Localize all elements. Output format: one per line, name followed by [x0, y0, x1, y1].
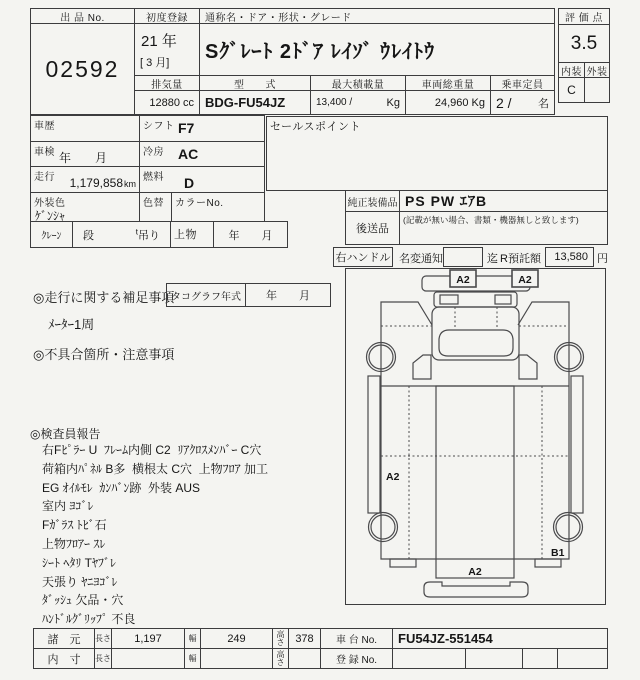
gvw-value: 24,960 Kg: [405, 90, 491, 115]
payload-unit: Kg: [386, 96, 400, 109]
spec-length-label: [94, 628, 112, 649]
later-items-label-text: 後送品: [356, 223, 389, 235]
capacity-unit: 名: [538, 97, 549, 110]
registration-cell-1: [392, 648, 466, 669]
inner-length-value: [111, 648, 185, 669]
spec-height-value: [288, 628, 321, 649]
cooling-cell: [139, 141, 265, 167]
rear-right-wheel: [554, 513, 583, 542]
later-items-note-cell: [399, 211, 608, 245]
lot-number: 02592: [30, 23, 135, 115]
spec-row-label-text: 諸 元: [47, 633, 81, 646]
spec-width-value: [200, 628, 273, 649]
windshield: [439, 330, 513, 356]
mileage-cell: [30, 166, 140, 193]
name-change-date-box: [443, 247, 483, 267]
inner-width-label-text: 幅: [188, 654, 197, 663]
displacement-value: 12880 cc: [134, 90, 200, 115]
body-color-value: ｹﾞﾝｼｬ: [35, 209, 66, 223]
crane-dan-label: 段: [83, 229, 94, 242]
truck-top-view-diagram: [346, 269, 605, 604]
damage-code-bottom: A2: [468, 566, 482, 578]
payload-header: 最大積載量: [310, 75, 406, 91]
registration-cell-3: [522, 648, 558, 669]
inner-length-label-text: 長さ: [95, 653, 111, 663]
chassis-no-label-text: 車 台 No.: [335, 635, 378, 646]
body-color-label: 外装色: [34, 198, 66, 209]
tachograph-date: 年 月: [266, 290, 310, 302]
capacity-value: [490, 90, 555, 115]
right-side-guard: [571, 376, 583, 513]
color-no-cell: [171, 192, 265, 222]
body-unit-date: 年 月: [228, 229, 273, 242]
rear-bumper: [424, 582, 528, 597]
report-line: Fｶﾞﾗｽ ﾄﾋﾞ石: [42, 518, 107, 533]
later-items-note: (記載が無い場合、書類・機器無しと致します): [403, 215, 579, 225]
inspector-report-header: ◎検査員報告: [30, 427, 101, 441]
report-line: EG ｵｲﾙﾓﾚ ｶﾝﾊﾞﾝ跡 外装 AUS: [42, 480, 201, 495]
shift-cell: [139, 115, 265, 142]
report-line: 荷箱内ﾊﾟﾈﾙ B多 横根太 C穴 上物ﾌﾛｱ 加工: [42, 461, 269, 476]
cargo-box: [436, 386, 514, 578]
cab-window-left: [440, 295, 458, 304]
registration-cell-2: [465, 648, 523, 669]
inner-height-label-text: 高さ: [276, 649, 285, 667]
inner-width-label: [184, 648, 201, 669]
fuel-value: D: [184, 175, 195, 191]
exterior-grade-header: 外装: [584, 62, 610, 78]
name-change-until-label: 迄: [487, 253, 498, 265]
spec-row-label: [33, 628, 95, 649]
registration-no-label-text: 登 録 No.: [335, 655, 378, 666]
mileage-unit: km: [124, 179, 136, 189]
crane-cell: [30, 221, 73, 248]
interior-grade: C: [558, 77, 585, 103]
inner-dim-label: [33, 648, 95, 669]
damage-code-top-left: A2: [456, 274, 470, 286]
inner-length-label: [94, 648, 112, 669]
capacity-amount: 2 /: [496, 94, 512, 111]
fuel-label: 燃料: [143, 172, 164, 183]
spec-width-text: 249: [227, 632, 246, 645]
inner-height-value: [288, 648, 321, 669]
rear-left-wheel: [369, 513, 398, 542]
lot-number-header: 出 品 No.: [30, 8, 135, 24]
defect-notes-header: ◎不具合箇所・注意事項: [33, 347, 175, 362]
sales-point-box: [266, 116, 608, 191]
fuel-cell: [139, 166, 265, 193]
model-code-header: 型 式: [199, 75, 311, 91]
vehicle-name: Sｸﾞﾚｰﾄ 2ﾄﾞｱ ﾚｲｿﾞ ｳﾚｲﾄｳ: [199, 23, 555, 76]
steering-label: 右ハンドル: [335, 252, 391, 264]
spec-length-value: [111, 628, 185, 649]
inner-height-label: [272, 648, 289, 669]
score-value: 3.5: [558, 24, 610, 63]
registration-cell-4: [557, 648, 608, 669]
registration-no-label: [320, 648, 393, 669]
mileage-note: ﾒｰﾀｰ1周: [48, 317, 95, 332]
shift-value: F7: [178, 120, 195, 136]
mileage-value: 1,179,858: [69, 176, 123, 190]
mileage-notes-header: ◎走行に関する補足事項: [33, 290, 175, 305]
payload-amount: 13,400 /: [316, 97, 353, 108]
spec-width-label-text: 幅: [188, 634, 197, 643]
spec-length-label-text: 長さ: [95, 633, 111, 643]
rear-right-tab: [535, 559, 561, 567]
payload-value: [310, 90, 406, 115]
vehicle-name-header: 通称名・ドア・形状・グレード: [199, 8, 555, 24]
repaint-cell: [139, 192, 172, 222]
steering-badge: [333, 247, 393, 267]
crane-tsuri-text: 吊り: [138, 229, 160, 242]
exterior-grade: [584, 77, 610, 103]
damage-code-top-right: A2: [518, 274, 532, 286]
body-unit-value: [213, 221, 288, 248]
cooling-label: 冷房: [143, 147, 164, 158]
deposit-unit: 円: [597, 253, 608, 265]
inner-dim-label-text: 内 寸: [47, 653, 81, 666]
report-line: ﾀﾞｯｼｭ 欠品・穴: [42, 593, 124, 608]
spec-height-text: 378: [295, 632, 314, 645]
inspection-cell: [30, 141, 140, 167]
body-color-cell: [30, 192, 140, 222]
interior-grade-header: 内装: [558, 62, 585, 78]
right-quarter-panel: [519, 355, 537, 379]
first-registration-header: 初度登録: [134, 8, 200, 24]
crane-value-cell: [72, 221, 171, 248]
inspection-label: 車検: [34, 147, 55, 158]
mileage-label: 走行: [34, 172, 55, 183]
report-line: 上物ﾌﾛｱｰ ｽﾚ: [42, 536, 106, 551]
chassis-no-label: [320, 628, 393, 649]
shift-label: シフト: [143, 121, 175, 132]
rear-left-tab: [390, 559, 416, 567]
inspection-value: 年 月: [59, 151, 108, 165]
repaint-label: 色替: [143, 198, 164, 209]
left-quarter-panel: [413, 355, 431, 379]
oem-equipment-value: PS PW ｴｱB: [399, 190, 608, 212]
first-registration-year: 21 年: [141, 33, 177, 50]
spec-width-label: [184, 628, 201, 649]
left-side-guard: [368, 376, 380, 513]
crane-label: ｸﾚｰﾝ: [41, 231, 62, 242]
oem-equipment-label: [345, 190, 400, 212]
cooling-value: AC: [178, 146, 199, 162]
chassis-no-value: FU54JZ-551454: [392, 628, 608, 649]
later-items-label: [345, 211, 400, 245]
name-change-label: 名変通知: [399, 253, 443, 265]
cab-front: [434, 292, 517, 307]
report-line: ｼｰﾄ ﾍﾀﾘ Tﾔﾌﾞﾚ: [42, 555, 116, 570]
report-line: 天張り ﾔﾆﾖｺﾞﾚ: [42, 574, 118, 589]
damage-code-left-side: A2: [386, 471, 400, 483]
displacement-header: 排気量: [134, 75, 200, 91]
model-code: BDG-FU54JZ: [199, 90, 311, 115]
first-registration-month: [ 3 月]: [140, 57, 170, 69]
deposit-label: R預託額: [500, 253, 541, 265]
vehicle-diagram-box: [345, 268, 606, 605]
deposit-value: 13,580: [545, 247, 594, 267]
tachograph-label-text: タコグラフ年式: [171, 291, 241, 303]
score-header: 評 価 点: [558, 8, 610, 25]
report-line: 右Fﾋﾟﾗｰ U ﾌﾚｰﾑ内側 C2 ﾘｱｸﾛｽﾒﾝﾊﾞｰ C穴: [42, 443, 262, 457]
sales-point-label: セールスポイント: [270, 121, 362, 133]
tachograph-label: [166, 283, 246, 307]
oem-equipment-label-text: 純正装備品: [347, 197, 398, 209]
spec-height-label: [272, 628, 289, 649]
inner-width-value: [200, 648, 273, 669]
body-unit-label: 上物: [174, 229, 197, 241]
gvw-header: 車両総重量: [405, 75, 491, 91]
report-line: ﾊﾝﾄﾞﾙｸﾞﾘｯﾌﾟ 不良: [42, 612, 136, 627]
first-registration-value: [134, 23, 200, 76]
cab-window-right: [495, 295, 511, 304]
history-cell: [30, 115, 140, 142]
crane-tsuri-label: [136, 227, 160, 243]
body-outline: [381, 302, 569, 559]
crane-t-unit: t: [135, 226, 138, 236]
spec-height-label-text: 高さ: [276, 629, 285, 647]
history-label: 車歴: [34, 121, 55, 132]
report-line: 室内 ﾖｺﾞﾚ: [42, 499, 94, 514]
cab-body: [432, 307, 519, 360]
damage-code-rear-right: B1: [551, 547, 565, 559]
spec-length-text: 1,197: [134, 632, 162, 645]
inspector-report-lines: [42, 441, 342, 629]
capacity-header: 乗車定員: [490, 75, 555, 91]
color-no-label: カラーNo.: [175, 198, 224, 209]
body-unit-cell: [170, 221, 214, 248]
tachograph-value: [245, 283, 331, 307]
